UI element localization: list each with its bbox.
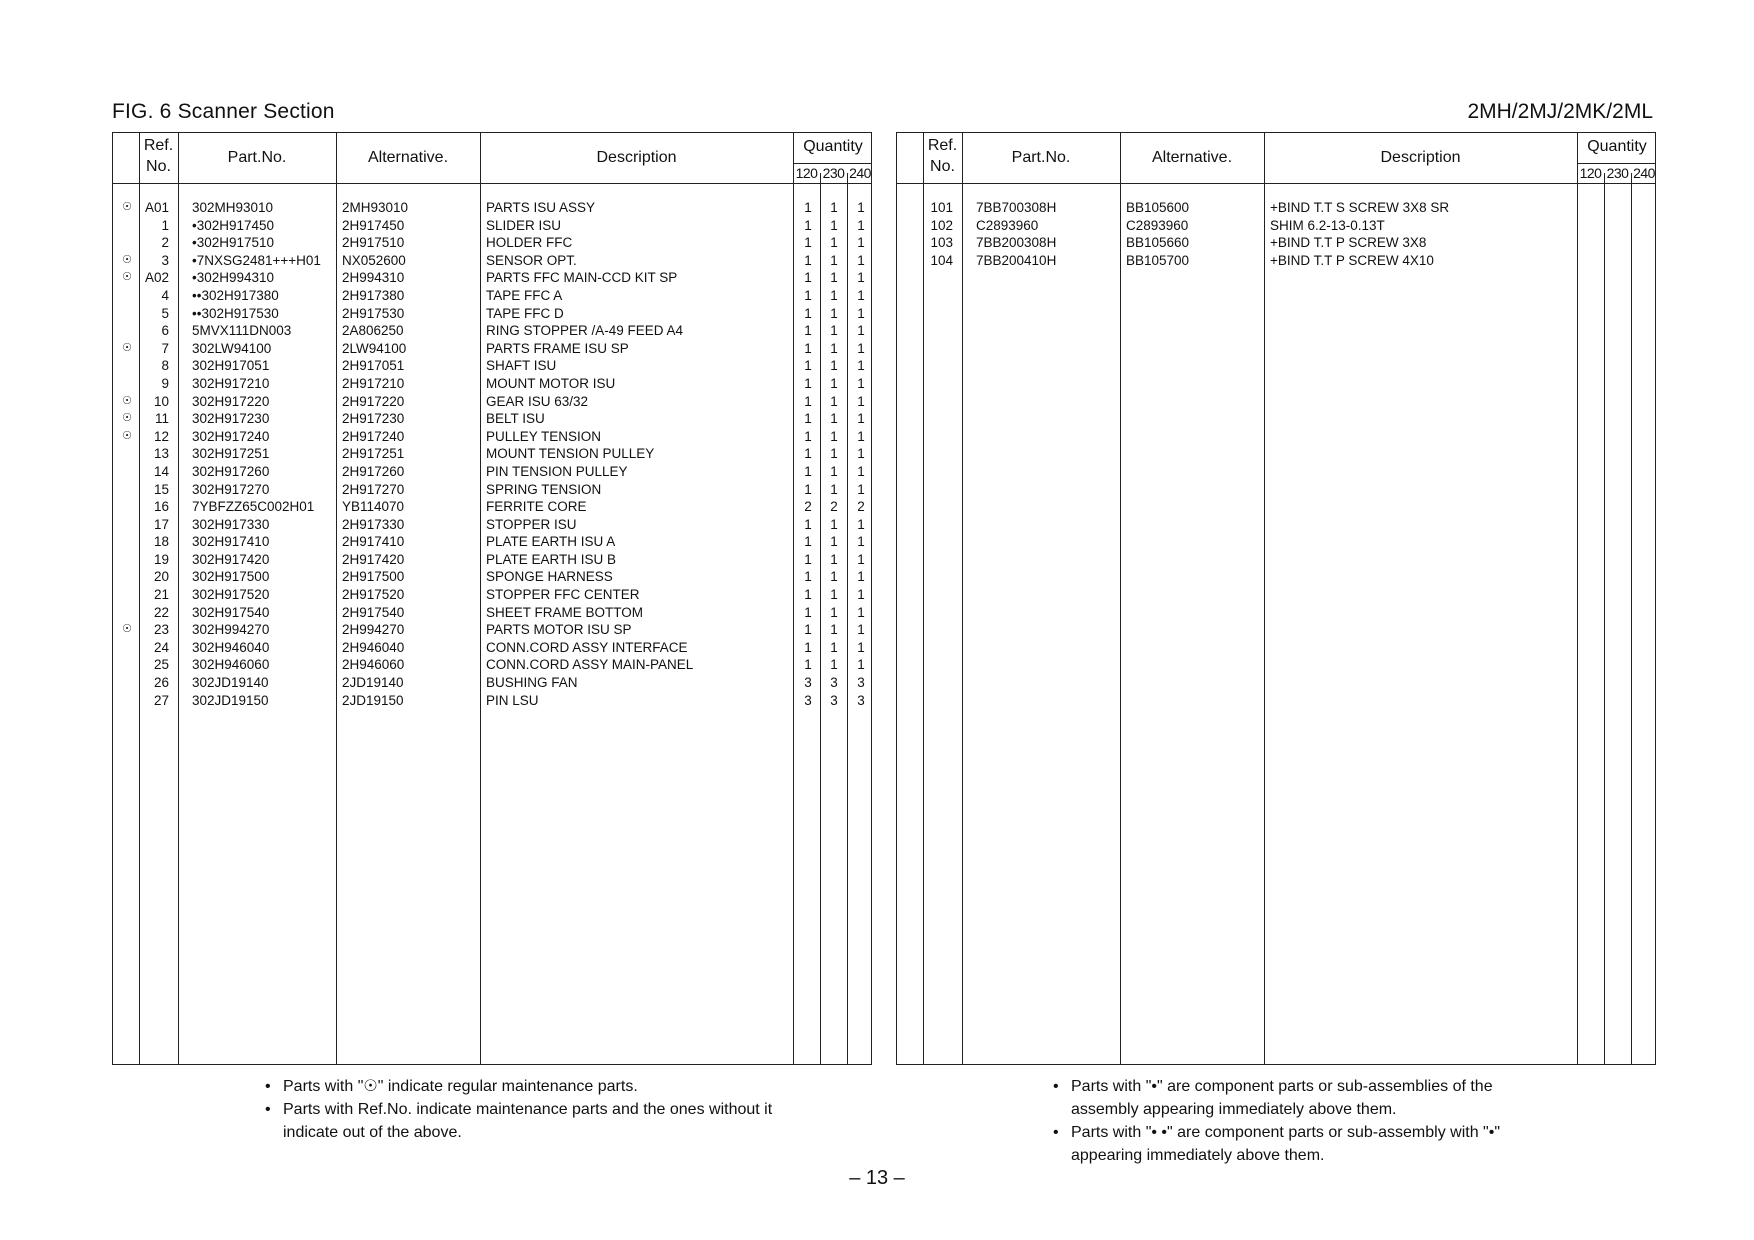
quantity-120-cell: 1 xyxy=(804,516,812,532)
description-cell: SENSOR OPT. xyxy=(486,252,577,268)
quantity-240-header-right: 240 xyxy=(1633,165,1655,181)
description-cell: RING STOPPER /A-49 FEED A4 xyxy=(486,323,684,339)
table-row xyxy=(113,639,871,657)
ref-no-cell: 9 xyxy=(161,375,169,391)
part-no-cell: 302H917540 xyxy=(192,604,270,620)
table-row xyxy=(113,357,871,375)
description-header-right: Description xyxy=(1380,149,1461,166)
table-row xyxy=(113,305,871,323)
part-no-cell: 302MH93010 xyxy=(192,200,274,215)
table-row xyxy=(113,674,871,692)
table-row xyxy=(113,217,871,235)
quantity-240-cell: 1 xyxy=(857,358,865,374)
quantity-230-cell: 1 xyxy=(830,622,838,638)
table-row xyxy=(113,375,871,393)
quantity-120-cell: 3 xyxy=(804,675,812,691)
alternative-cell: 2H917420 xyxy=(342,551,405,567)
quantity-120-cell: 1 xyxy=(804,252,812,268)
quantity-230-cell: 1 xyxy=(830,463,838,479)
quantity-240-header: 240 xyxy=(849,165,871,181)
table-row xyxy=(113,445,871,463)
quantity-120-cell: 1 xyxy=(804,411,812,427)
quantity-230-cell: 3 xyxy=(830,692,838,708)
description-cell: PARTS FRAME ISU SP xyxy=(486,340,629,356)
part-no-cell: 302H917220 xyxy=(192,393,270,409)
quantity-230-cell: 1 xyxy=(830,587,838,603)
quantity-230-cell: 1 xyxy=(830,270,838,286)
ref-no-cell: 27 xyxy=(153,692,169,708)
quantity-120-cell: 1 xyxy=(804,235,812,251)
quantity-120-cell: 1 xyxy=(804,551,812,567)
quantity-230-cell: 1 xyxy=(830,481,838,497)
alternative-cell: 2H917510 xyxy=(342,235,405,251)
description-cell: PLATE EARTH ISU B xyxy=(486,551,617,567)
quantity-230-cell: 1 xyxy=(830,446,838,462)
maintenance-mark-icon: ☉ xyxy=(122,341,132,354)
part-no-cell: 7BB200410H xyxy=(976,252,1057,268)
quantity-240-cell: 1 xyxy=(857,639,865,655)
quantity-240-cell: 1 xyxy=(857,587,865,603)
quantity-120-cell: 1 xyxy=(804,323,812,339)
quantity-240-cell: 1 xyxy=(857,252,865,268)
ref-no-cell: 22 xyxy=(153,604,169,620)
quantity-120-cell: 1 xyxy=(804,375,812,391)
description-cell: +BIND T.T P SCREW 4X10 xyxy=(1270,252,1434,268)
maintenance-mark-icon: ☉ xyxy=(122,429,132,442)
alternative-cell: 2JD19150 xyxy=(342,692,404,708)
alternative-cell: 2H917240 xyxy=(342,428,405,444)
quantity-240-cell: 2 xyxy=(857,499,865,515)
quantity-240-cell: 1 xyxy=(857,481,865,497)
part-no-cell: 7YBFZZ65C002H01 xyxy=(192,499,315,515)
part-no-cell: 302H917240 xyxy=(192,428,270,444)
ref-no-cell: 7 xyxy=(161,340,169,356)
quantity-120-cell: 1 xyxy=(804,446,812,462)
quantity-230-cell: 1 xyxy=(830,604,838,620)
table-row xyxy=(897,252,1655,270)
quantity-120-cell: 1 xyxy=(804,393,812,409)
description-cell: BUSHING FAN xyxy=(486,675,578,691)
quantity-240-cell: 1 xyxy=(857,569,865,585)
description-cell: PLATE EARTH ISU A xyxy=(486,534,616,550)
part-no-cell: 302H994270 xyxy=(192,622,270,638)
quantity-230-cell: 1 xyxy=(830,569,838,585)
alternative-cell: 2H994310 xyxy=(342,270,405,286)
description-cell: STOPPER ISU xyxy=(486,516,577,532)
ref-no-cell: 8 xyxy=(161,358,169,374)
table-row xyxy=(113,393,871,411)
quantity-230-cell: 1 xyxy=(830,235,838,251)
ref-no-cell: 1 xyxy=(161,217,169,233)
table-row xyxy=(113,656,871,674)
part-no-cell: •302H917510 xyxy=(192,235,275,251)
quantity-230-cell: 1 xyxy=(830,393,838,409)
quantity-230-cell: 3 xyxy=(830,675,838,691)
table-row xyxy=(113,269,871,287)
quantity-120-cell: 1 xyxy=(804,358,812,374)
alternative-cell: 2H946060 xyxy=(342,657,405,673)
alternative-cell: NX052600 xyxy=(342,252,406,268)
table-row xyxy=(113,533,871,551)
note-maintenance-mark: • Parts with "☉" indicate regular maintenance parts. xyxy=(265,1075,825,1098)
quantity-240-cell: 1 xyxy=(857,428,865,444)
part-no-cell: 302JD19150 xyxy=(192,692,269,708)
alternative-cell: YB114070 xyxy=(342,499,405,515)
table-row xyxy=(113,516,871,534)
quantity-240-cell: 1 xyxy=(857,604,865,620)
parts-table-right xyxy=(896,132,1656,1065)
part-no-cell: 302H917251 xyxy=(192,446,270,462)
ref-no-cell: 19 xyxy=(153,551,169,567)
quantity-240-cell: 1 xyxy=(857,534,865,550)
quantity-230-cell: 1 xyxy=(830,516,838,532)
ref-no-cell: A02 xyxy=(144,270,169,286)
quantity-120-cell: 1 xyxy=(804,463,812,479)
description-cell: SLIDER ISU xyxy=(486,217,562,233)
quantity-120-cell: 1 xyxy=(804,217,812,233)
ref-no-cell: 2 xyxy=(161,235,169,251)
quantity-header: Quantity xyxy=(803,138,863,155)
quantity-230-cell: 1 xyxy=(830,411,838,427)
alternative-cell: 2H917530 xyxy=(342,305,405,321)
parts-rows-left xyxy=(113,199,871,709)
quantity-120-cell: 1 xyxy=(804,270,812,286)
description-cell: PIN LSU xyxy=(486,692,539,708)
ref-no-cell: 6 xyxy=(161,323,169,339)
maintenance-mark-icon: ☉ xyxy=(122,253,132,266)
alternative-header: Alternative. xyxy=(367,149,449,166)
description-cell: CONN.CORD ASSY MAIN-PANEL xyxy=(486,657,694,673)
quantity-120-cell: 1 xyxy=(804,340,812,356)
alternative-cell: 2H917270 xyxy=(342,481,405,497)
quantity-120-cell: 2 xyxy=(804,499,812,515)
alternative-cell: BB105660 xyxy=(1126,235,1190,251)
quantity-230-cell: 1 xyxy=(830,217,838,233)
ref-no-cell: 23 xyxy=(153,622,169,638)
quantity-120-header-right: 120 xyxy=(1579,165,1602,181)
table-row xyxy=(113,621,871,639)
part-no-cell: 302H917051 xyxy=(192,358,270,374)
alternative-cell: 2H946040 xyxy=(342,639,405,655)
table-row xyxy=(113,322,871,340)
ref-header: Ref. No. xyxy=(143,137,174,175)
part-no-cell: 302H946040 xyxy=(192,639,270,655)
ref-no-cell: 26 xyxy=(153,675,169,691)
description-cell: PARTS MOTOR ISU SP xyxy=(486,622,632,638)
part-no-cell: 7BB200308H xyxy=(976,235,1057,251)
quantity-120-cell: 1 xyxy=(804,428,812,444)
alternative-cell: 2H917380 xyxy=(342,287,405,303)
table-row xyxy=(113,287,871,305)
table-row xyxy=(113,463,871,481)
table-row xyxy=(113,551,871,569)
part-no-cell: 302H917500 xyxy=(192,569,270,585)
ref-no-cell: 17 xyxy=(153,516,169,532)
alternative-header-right: Alternative. xyxy=(1151,149,1233,166)
table-row xyxy=(113,692,871,710)
ref-no-cell: 25 xyxy=(153,657,169,673)
part-no-cell: 302H917520 xyxy=(192,587,270,603)
quantity-240-cell: 3 xyxy=(857,675,865,691)
table-row xyxy=(113,410,871,428)
quantity-240-cell: 1 xyxy=(857,551,865,567)
alternative-cell: 2LW94100 xyxy=(342,340,407,356)
part-no-cell: •302H917450 xyxy=(192,217,275,233)
quantity-240-cell: 1 xyxy=(857,411,865,427)
alternative-cell: 2H917210 xyxy=(342,375,405,391)
page-number: – 13 – xyxy=(849,1167,905,1189)
quantity-120-header: 120 xyxy=(795,165,818,181)
description-cell: GEAR ISU 63/32 xyxy=(486,393,589,409)
quantity-120-cell: 3 xyxy=(804,692,812,708)
alternative-cell: 2JD19140 xyxy=(342,675,404,691)
alternative-cell: 2H917230 xyxy=(342,411,405,427)
quantity-240-cell: 1 xyxy=(857,235,865,251)
quantity-120-cell: 1 xyxy=(804,534,812,550)
quantity-240-cell: 1 xyxy=(857,323,865,339)
description-cell: SHAFT ISU xyxy=(486,358,557,374)
table-row xyxy=(113,340,871,358)
notes-left xyxy=(265,1075,825,1144)
parts-table-left xyxy=(112,132,872,1065)
description-header: Description xyxy=(596,149,677,166)
quantity-230-cell: 1 xyxy=(830,534,838,550)
maintenance-mark-icon: ☉ xyxy=(122,412,132,425)
maintenance-mark-icon: ☉ xyxy=(122,271,132,284)
quantity-230-cell: 1 xyxy=(830,305,838,321)
description-cell: BELT ISU xyxy=(486,411,545,427)
quantity-header-right: Quantity xyxy=(1587,138,1647,155)
quantity-240-cell: 1 xyxy=(857,446,865,462)
quantity-230-header-right: 230 xyxy=(1606,165,1629,181)
part-no-header: Part.No. xyxy=(227,149,287,166)
alternative-cell: 2H994270 xyxy=(342,622,405,638)
description-cell: +BIND T.T S SCREW 3X8 SR xyxy=(1270,200,1450,215)
description-cell: PULLEY TENSION xyxy=(486,428,602,444)
alternative-cell: 2H917450 xyxy=(342,217,405,233)
quantity-240-cell: 1 xyxy=(857,622,865,638)
quantity-120-cell: 1 xyxy=(804,569,812,585)
table-row xyxy=(113,234,871,252)
part-no-cell: 302H946060 xyxy=(192,657,270,673)
part-no-header-right: Part.No. xyxy=(1011,149,1071,166)
alternative-cell: 2H917500 xyxy=(342,569,405,585)
ref-no-cell: 24 xyxy=(153,639,169,655)
alternative-cell: 2H917330 xyxy=(342,516,405,532)
ref-no-cell: 5 xyxy=(161,305,169,321)
ref-no-cell: A01 xyxy=(144,200,169,215)
part-no-cell: C2893960 xyxy=(976,217,1039,233)
part-no-cell: 302JD19140 xyxy=(192,675,269,691)
quantity-120-cell: 1 xyxy=(804,587,812,603)
ref-no-cell: 104 xyxy=(930,252,953,268)
quantity-240-cell: 1 xyxy=(857,305,865,321)
description-cell: TAPE FFC D xyxy=(486,305,564,321)
table-row xyxy=(113,252,871,270)
ref-no-cell: 21 xyxy=(153,587,169,603)
quantity-240-cell: 3 xyxy=(857,692,865,708)
figure-title: FIG. 6 Scanner Section xyxy=(112,100,335,123)
alternative-cell: 2H917520 xyxy=(342,587,405,603)
quantity-120-cell: 1 xyxy=(804,657,812,673)
ref-no-cell: 101 xyxy=(930,200,953,215)
description-cell: FERRITE CORE xyxy=(486,499,587,515)
table-row xyxy=(113,428,871,446)
table-row xyxy=(113,568,871,586)
quantity-120-cell: 1 xyxy=(804,481,812,497)
alternative-cell: 2MH93010 xyxy=(342,200,409,215)
quantity-230-cell: 1 xyxy=(830,340,838,356)
table-row xyxy=(113,586,871,604)
part-no-cell: 302LW94100 xyxy=(192,340,272,356)
quantity-230-cell: 1 xyxy=(830,375,838,391)
description-cell: TAPE FFC A xyxy=(486,287,563,303)
part-no-cell: 302H917420 xyxy=(192,551,270,567)
quantity-230-cell: 1 xyxy=(830,287,838,303)
alternative-cell: 2H917260 xyxy=(342,463,405,479)
part-no-cell: 302H917330 xyxy=(192,516,270,532)
quantity-240-cell: 1 xyxy=(857,516,865,532)
part-no-cell: ••302H917530 xyxy=(192,305,279,321)
quantity-240-cell: 1 xyxy=(857,200,865,215)
quantity-120-cell: 1 xyxy=(804,604,812,620)
quantity-230-cell: 1 xyxy=(830,428,838,444)
part-no-cell: 302H917410 xyxy=(192,534,270,550)
maintenance-mark-icon: ☉ xyxy=(122,201,132,213)
maintenance-mark-icon: ☉ xyxy=(122,394,132,407)
quantity-230-cell: 1 xyxy=(830,200,838,215)
alternative-cell: BB105600 xyxy=(1126,200,1190,215)
description-cell: PARTS ISU ASSY xyxy=(486,200,596,215)
quantity-230-cell: 1 xyxy=(830,551,838,567)
part-no-cell: •7NXSG2481+++H01 xyxy=(192,252,321,268)
quantity-240-cell: 1 xyxy=(857,375,865,391)
description-cell: SPONGE HARNESS xyxy=(486,569,613,585)
ref-no-cell: 4 xyxy=(161,287,169,303)
quantity-230-cell: 1 xyxy=(830,657,838,673)
alternative-cell: BB105700 xyxy=(1126,252,1190,268)
table-row xyxy=(113,199,871,217)
table-row xyxy=(897,199,1655,217)
note-single-dot: • Parts with "•" are component parts or sub-assemblies of the assembly appearing immediately above them. xyxy=(1053,1075,1563,1121)
ref-no-cell: 15 xyxy=(153,481,169,497)
description-cell: +BIND T.T P SCREW 3X8 xyxy=(1270,235,1427,251)
parts-rows-right xyxy=(897,199,1655,269)
quantity-240-cell: 1 xyxy=(857,463,865,479)
alternative-cell: 2H917220 xyxy=(342,393,405,409)
description-cell: STOPPER FFC CENTER xyxy=(486,587,640,603)
ref-no-cell: 11 xyxy=(154,411,169,427)
quantity-240-cell: 1 xyxy=(857,657,865,673)
table-row xyxy=(113,498,871,516)
quantity-120-cell: 1 xyxy=(804,287,812,303)
description-cell: SHIM 6.2-13-0.13T xyxy=(1270,217,1385,233)
quantity-230-header: 230 xyxy=(822,165,845,181)
ref-no-cell: 3 xyxy=(161,252,169,268)
quantity-230-cell: 1 xyxy=(830,358,838,374)
part-no-cell: 5MVX111DN003 xyxy=(192,323,292,339)
description-cell: SHEET FRAME BOTTOM xyxy=(486,604,644,620)
quantity-120-cell: 1 xyxy=(804,639,812,655)
quantity-120-cell: 1 xyxy=(804,305,812,321)
ref-no-cell: 12 xyxy=(153,428,169,444)
alternative-cell: 2H917251 xyxy=(342,446,405,462)
quantity-240-cell: 1 xyxy=(857,287,865,303)
description-cell: PARTS FFC MAIN-CCD KIT SP xyxy=(486,270,678,286)
ref-no-cell: 103 xyxy=(930,235,953,251)
alternative-cell: 2H917540 xyxy=(342,604,405,620)
part-no-cell: 302H917260 xyxy=(192,463,270,479)
part-no-cell: ••302H917380 xyxy=(192,287,279,303)
ref-no-cell: 13 xyxy=(153,446,169,462)
part-no-cell: 302H917270 xyxy=(192,481,270,497)
ref-no-cell: 102 xyxy=(930,217,953,233)
quantity-240-cell: 1 xyxy=(857,217,865,233)
note-double-dot: • Parts with "• •" are component parts or sub-assembly with "•" appearing immediately above them. xyxy=(1053,1121,1563,1167)
ref-header-right: Ref. No. xyxy=(927,137,958,175)
description-cell: CONN.CORD ASSY INTERFACE xyxy=(486,639,688,655)
alternative-cell: 2H917051 xyxy=(342,358,405,374)
notes-right xyxy=(1053,1075,1563,1167)
quantity-230-cell: 1 xyxy=(830,323,838,339)
part-no-cell: 302H917230 xyxy=(192,411,270,427)
part-no-cell: 302H917210 xyxy=(192,375,270,391)
part-no-cell: •302H994310 xyxy=(192,270,275,286)
quantity-230-cell: 2 xyxy=(830,499,838,515)
table-row xyxy=(113,604,871,622)
alternative-cell: 2H917410 xyxy=(342,534,405,550)
model-numbers: 2MH/2MJ/2MK/2ML xyxy=(1467,100,1653,123)
ref-no-cell: 10 xyxy=(153,393,169,409)
quantity-240-cell: 1 xyxy=(857,393,865,409)
description-cell: HOLDER FFC xyxy=(486,235,573,251)
quantity-240-cell: 1 xyxy=(857,340,865,356)
quantity-120-cell: 1 xyxy=(804,622,812,638)
ref-no-cell: 18 xyxy=(153,534,169,550)
part-no-cell: 7BB700308H xyxy=(976,200,1057,215)
ref-no-cell: 14 xyxy=(153,463,169,479)
note-ref-no: • Parts with Ref.No. indicate maintenance parts and the ones without it indicate out of the above. xyxy=(265,1098,825,1144)
alternative-cell: 2A806250 xyxy=(342,323,404,339)
maintenance-mark-icon: ☉ xyxy=(122,623,132,636)
quantity-230-cell: 1 xyxy=(830,252,838,268)
description-cell: SPRING TENSION xyxy=(486,481,602,497)
quantity-240-cell: 1 xyxy=(857,270,865,286)
ref-no-cell: 20 xyxy=(153,569,169,585)
quantity-120-cell: 1 xyxy=(804,200,812,215)
table-row xyxy=(897,217,1655,235)
description-cell: MOUNT TENSION PULLEY xyxy=(486,446,655,462)
ref-no-cell: 16 xyxy=(153,499,169,515)
alternative-cell: C2893960 xyxy=(1126,217,1189,233)
description-cell: MOUNT MOTOR ISU xyxy=(486,375,616,391)
table-row xyxy=(897,234,1655,252)
description-cell: PIN TENSION PULLEY xyxy=(486,463,628,479)
quantity-230-cell: 1 xyxy=(830,639,838,655)
table-row xyxy=(113,481,871,499)
